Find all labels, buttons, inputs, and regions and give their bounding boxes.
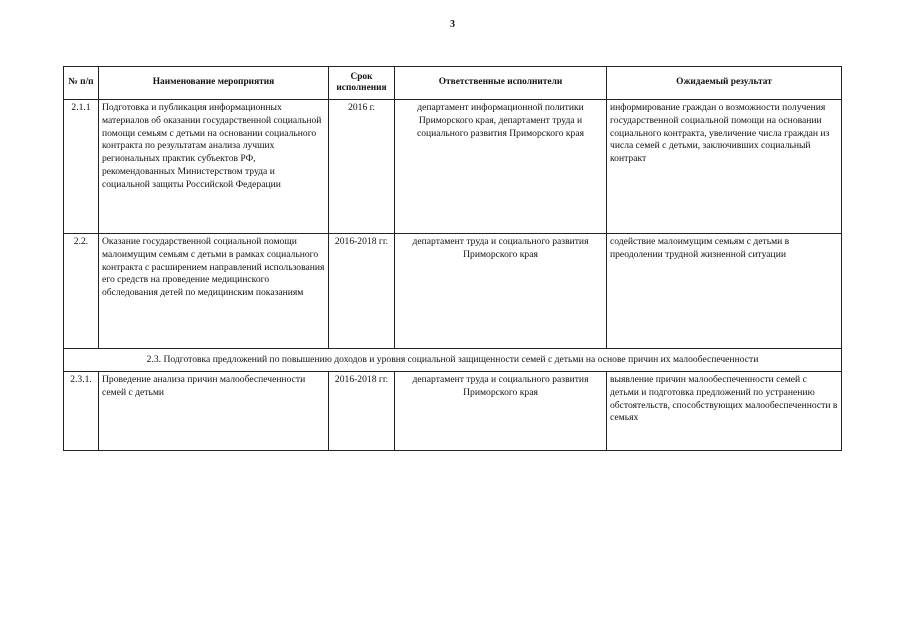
header-name: Наименование мероприятия [99,67,329,100]
row-name: Проведение анализа причин малообеспеченности семей с детьми [99,372,329,451]
header-result: Ожидаемый результат [607,67,842,100]
table-header-row [64,67,842,100]
section-heading: 2.3. Подготовка предложений по повышению доходов и уровня социальной защищенности семей с детьми на основе причин их малообеспеченности [64,349,842,372]
row-responsible: департамент информационной политики Приморского края, департамент труда и социального развития Приморского края [395,100,607,234]
row-num: 2.2. [64,234,99,349]
row-term: 2016-2018 гг. [329,372,395,451]
row-responsible: департамент труда и социального развития Приморского края [395,234,607,349]
row-responsible: департамент труда и социального развития Приморского края [395,372,607,451]
row-name: Подготовка и публикация информационных материалов об оказании государственной социальной помощи семьям с детьми на основании социального контракта по результатам анализа лучших региональных практик субъектов РФ, рекомендованных Министерством труда и социальной защиты Российской Федерации [99,100,329,234]
row-result: выявление причин малообеспеченности семей с детьми и подготовка предложений по устранению обстоятельств, способствующих малообеспеченности в семьях [607,372,842,451]
page-number: 3 [450,19,455,30]
table-row [64,100,842,234]
row-result: содействие малоимущим семьям с детьми в преодолении трудной жизненной ситуации [607,234,842,349]
header-term: Срок исполнения [329,67,395,100]
row-term: 2016 г. [329,100,395,234]
section-row [64,349,842,372]
table-row [64,372,842,451]
row-result: информирование граждан о возможности получения государственной социальной помощи на основании социального контракта, увеличение числа граждан из числа семей с детьми, заключивших социальный контракт [607,100,842,234]
table-row [64,234,842,349]
header-num: № п/п [64,67,99,100]
header-responsible: Ответственные исполнители [395,67,607,100]
row-num: 2.1.1 [64,100,99,234]
row-term: 2016-2018 гг. [329,234,395,349]
row-num: 2.3.1. [64,372,99,451]
row-name: Оказание государственной социальной помощи малоимущим семьям с детьми в рамках социального контракта с расширением направлений использования его средств на проведение медицинского обследования детей по медицинским показаниям [99,234,329,349]
action-plan-table [63,66,842,451]
